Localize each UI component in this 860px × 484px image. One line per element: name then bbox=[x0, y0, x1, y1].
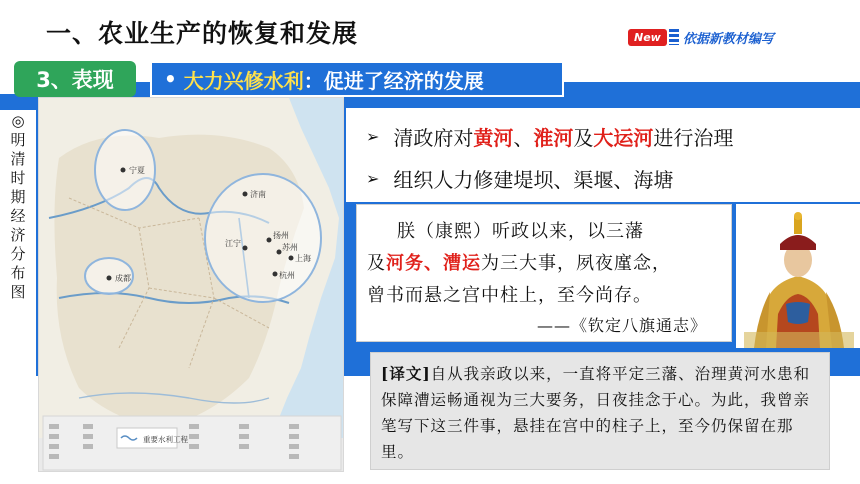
map-label-shanghai: 上海 bbox=[295, 254, 311, 263]
slide-title: 一、农业生产的恢复和发展 bbox=[46, 19, 359, 48]
translation-text: 自从我亲政以来，一直将平定三藩、治理黄河水患和保障漕运畅通视为三大要务，日夜挂念于心。为此，我曾亲笔写下这三件事，悬挂在宫中的柱子上，至今仍保留在那里。 bbox=[381, 365, 811, 461]
caption-char: 清 bbox=[10, 150, 26, 168]
economy-distribution-map bbox=[38, 97, 344, 472]
bullet-highlight: 黄河 bbox=[473, 126, 514, 150]
emperor-portrait-image bbox=[736, 204, 860, 348]
caption-char: 图 bbox=[10, 283, 26, 301]
caption-char: ◎ bbox=[11, 112, 25, 130]
bullet-text: 及 bbox=[573, 126, 594, 150]
caption-char: 期 bbox=[10, 188, 26, 206]
map-label-chengdu: 成都 bbox=[115, 274, 131, 283]
caption-char: 济 bbox=[10, 226, 26, 244]
map-label-jiangning: 江宁 bbox=[225, 239, 241, 248]
bullet-highlight: 淮河 bbox=[533, 126, 574, 150]
bullet-text: 组织人力修建堤坝、渠堰、海塘 bbox=[393, 168, 674, 192]
translation-tag: [译文] bbox=[381, 364, 431, 383]
kangxi-portrait bbox=[736, 204, 860, 348]
bullet-item bbox=[366, 122, 733, 151]
quote-line-1: 朕（康熙）听政以来，以三藩 bbox=[397, 221, 644, 242]
arrow-bullet-icon: ➢ bbox=[366, 169, 380, 188]
map-label-suzhou: 苏州 bbox=[282, 243, 298, 252]
quote-text: 为三大事，夙夜廑念， bbox=[481, 253, 671, 274]
map-graphic bbox=[39, 98, 344, 472]
publisher-logo bbox=[628, 26, 774, 48]
heading-emphasis: 大力兴修水利 bbox=[183, 68, 304, 93]
bullet-text: 清政府对 bbox=[393, 126, 474, 150]
bullet-panel bbox=[346, 108, 860, 202]
quote-line-2 bbox=[367, 249, 671, 275]
quote-highlight: 河务、漕运 bbox=[386, 253, 481, 274]
translation-paragraph bbox=[381, 361, 819, 465]
heading-rest: ：促进了经济的发展 bbox=[303, 68, 484, 93]
caption-char: 明 bbox=[10, 131, 26, 149]
map-legend-water-works: 重要水利工程 bbox=[143, 435, 188, 444]
section-heading bbox=[150, 61, 564, 97]
caption-char: 布 bbox=[10, 264, 26, 282]
logo-new-tag: New bbox=[628, 29, 667, 46]
map-label-yangzhou: 扬州 bbox=[273, 231, 289, 240]
translation-box bbox=[370, 352, 830, 470]
map-label-hangzhou: 杭州 bbox=[279, 271, 295, 280]
quote-text: 及 bbox=[367, 253, 386, 274]
arrow-bullet-icon: ➢ bbox=[366, 127, 380, 146]
map-label-ningxia: 宁夏 bbox=[129, 166, 145, 175]
bullet-item bbox=[366, 164, 673, 193]
bullet-highlight: 大运河 bbox=[593, 126, 654, 150]
logo-text: 依据新教材编写 bbox=[682, 31, 774, 47]
bullet-text: 进行治理 bbox=[653, 126, 734, 150]
caption-char: 经 bbox=[10, 207, 26, 225]
section-badge: 3、表现 bbox=[14, 61, 136, 97]
logo-bars-icon bbox=[669, 29, 679, 45]
quote-source: ——《钦定八旗通志》 bbox=[537, 316, 708, 335]
heading-bullet: • bbox=[164, 67, 184, 91]
bullet-text: 、 bbox=[513, 126, 534, 150]
caption-char: 时 bbox=[10, 169, 26, 187]
map-label-jinan: 济南 bbox=[250, 190, 266, 199]
caption-char: 分 bbox=[10, 245, 26, 263]
map-caption-vertical bbox=[0, 110, 36, 380]
quote-line-3: 曾书而悬之宫中柱上，至今尚存。 bbox=[367, 285, 652, 306]
primary-source-quote bbox=[356, 204, 732, 342]
